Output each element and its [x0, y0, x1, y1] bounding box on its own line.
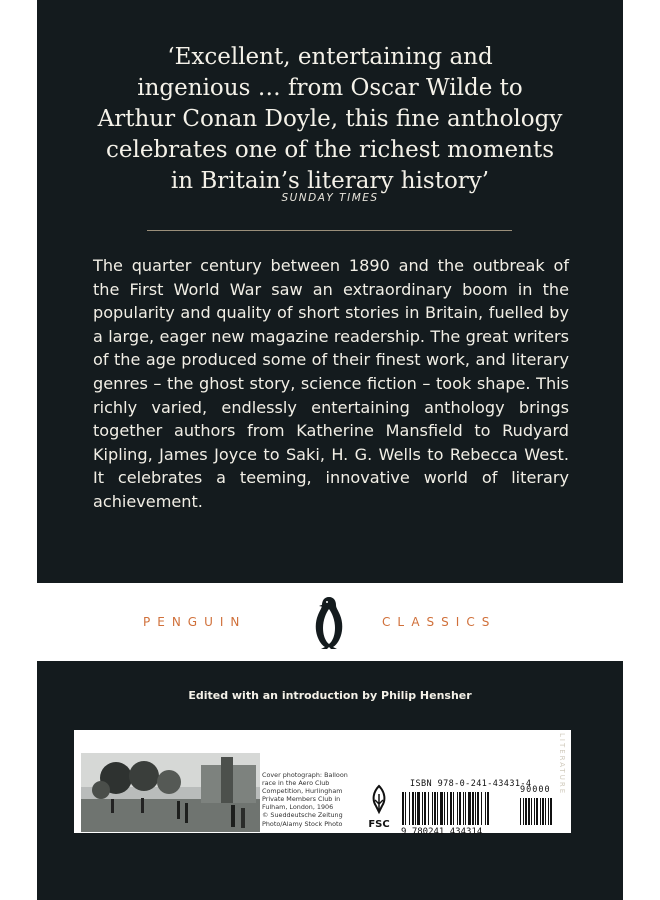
credit-line: Cover photograph: Balloon: [262, 771, 348, 779]
book-blurb: The quarter century between 1890 and the outbreak of the First World War saw an extraordinary boom in the popularity and quality of short stories in Britain, fuelled by a large, eager new magazine readership. The great writers of the age produced some of their finest work, and literary genres – the ghost story, science fiction – took shape. This richly varied, endlessly entertaining anthology brings together authors from Katherine Mansfield to Rudyard Kipling, James Joyce to Saki, H. G. Wells to Rebecca West. It celebrates a teeming, innovative world of literary achievement.: [93, 256, 569, 511]
penguin-logo-icon: [310, 595, 348, 651]
credit-line: race in the Aero Club: [262, 779, 330, 788]
divider-rule: [147, 230, 512, 231]
credit-line: © Sueddeutsche Zeitung: [262, 811, 343, 820]
barcode-bar: [463, 792, 464, 825]
addon-bar: [540, 798, 541, 825]
quote-line: Arthur Conan Doyle, this fine anthology: [97, 106, 563, 132]
barcode-bar: [424, 792, 426, 825]
barcode-bar: [459, 792, 461, 825]
barcode-bar: [447, 792, 448, 825]
addon-bar: [545, 798, 546, 825]
barcode-bar: [481, 792, 482, 825]
barcode-bar: [434, 792, 436, 825]
barcode-bar: [457, 792, 458, 825]
credit-line: Photo/Alamy Stock Photo: [262, 819, 343, 828]
addon-bar: [536, 798, 538, 825]
price-addon: 90000: [520, 785, 551, 795]
barcode-bar: [475, 792, 476, 825]
isbn-number: ISBN 978-0-241-43431-4: [410, 779, 532, 789]
book-back-cover: [37, 0, 623, 900]
cover-photo-credit: [262, 771, 368, 828]
barcode-bar: [487, 792, 489, 825]
barcode-bar: [465, 792, 466, 825]
isbn-barcode: [400, 790, 560, 836]
credit-line: Fulham, London, 1906: [262, 803, 334, 812]
barcode-bar: [472, 792, 474, 825]
barcode-bar: [432, 792, 433, 825]
category-label: [558, 733, 574, 843]
series-classics: CLASSICS: [382, 615, 497, 629]
series-penguin: PENGUIN: [143, 615, 247, 629]
bottom-dark-section: [37, 661, 623, 900]
category-text: LITERATURE: [558, 733, 566, 796]
barcode-bars: [402, 792, 552, 825]
barcode-digits: 9 780241 434314: [401, 827, 483, 836]
credit-line: Competition, Hurlingham: [262, 787, 343, 796]
addon-bar: [550, 798, 552, 825]
fsc-label: FSC: [368, 819, 390, 830]
addon-bar: [534, 798, 535, 825]
barcode-bar: [450, 792, 452, 825]
addon-bar: [525, 798, 527, 825]
editor-credit: Edited with an introduction by Philip Hensher: [188, 689, 472, 702]
quote-line: ingenious … from Oscar Wilde to: [137, 75, 523, 101]
fsc-logo-icon: [364, 782, 394, 834]
quote-line: celebrates one of the richest moments: [105, 137, 555, 163]
barcode-bar: [468, 792, 471, 825]
addon-bar: [520, 798, 521, 825]
barcode-bar: [415, 792, 416, 825]
addon-bar: [528, 798, 530, 825]
barcode-bar: [477, 792, 479, 825]
quote-attribution: SUNDAY TIMES: [281, 192, 379, 204]
barcode-bar: [409, 792, 410, 825]
barcode-bar: [440, 792, 443, 825]
barcode-bar: [444, 792, 445, 825]
info-panel: [74, 730, 571, 836]
credit-line: Private Members Club in: [262, 795, 341, 804]
addon-bar: [531, 798, 532, 825]
barcode-bar: [453, 792, 454, 825]
addon-bar: [523, 798, 524, 825]
barcode-bar: [437, 792, 438, 825]
series-band: [37, 583, 623, 661]
barcode-bar: [428, 792, 429, 825]
barcode-bar: [422, 792, 423, 825]
cover-photo-thumbnail: [81, 753, 260, 832]
review-quote: [37, 42, 623, 197]
quote-line: ‘Excellent, entertaining and: [167, 44, 493, 70]
addon-bar: [542, 798, 544, 825]
barcode-bar: [405, 792, 406, 825]
barcode-bar: [402, 792, 404, 825]
barcode-bar: [485, 792, 486, 825]
addon-bar: [548, 798, 549, 825]
quote-line: in Britain’s literary history’: [170, 168, 490, 194]
top-dark-section: [37, 0, 623, 583]
barcode-bar: [412, 792, 414, 825]
barcode-bar: [417, 792, 420, 825]
